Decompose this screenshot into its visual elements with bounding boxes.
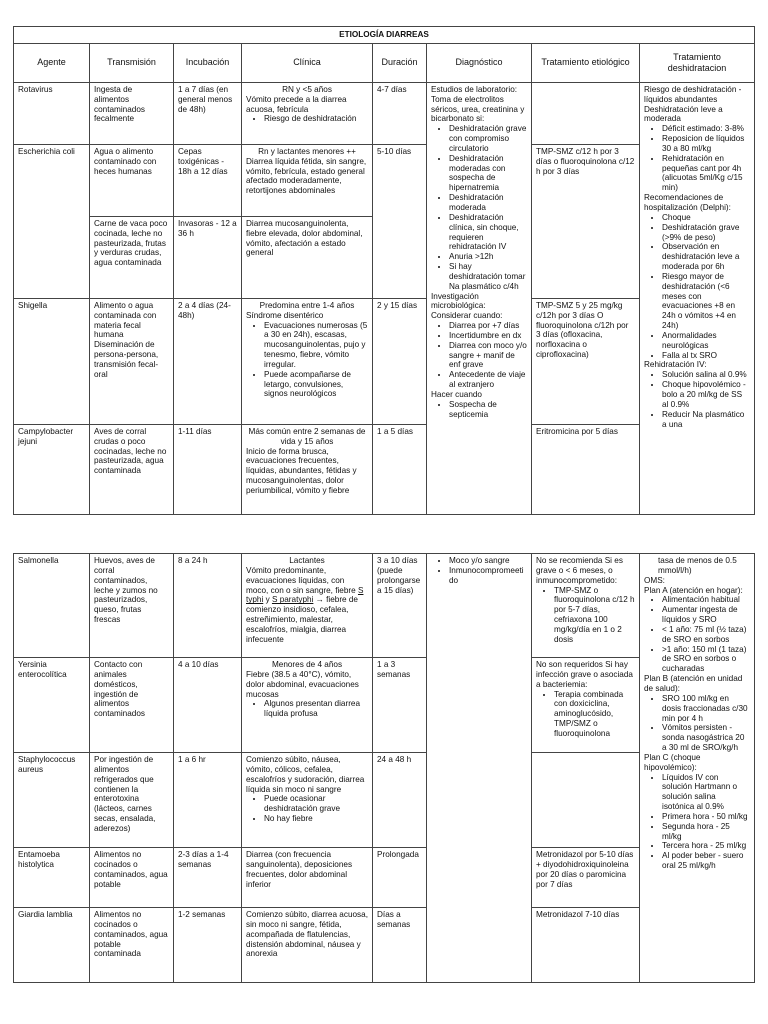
diagnostico-micro: Investigación microbiológica: Considerar cuando: (431, 291, 503, 321)
cell-incubacion: 1-11 días (174, 424, 242, 514)
diagnostico-list (431, 556, 527, 586)
clinica-list (246, 699, 368, 719)
col-header-tratamiento-deshidratacion: Tratamiento deshidratacion (640, 43, 755, 82)
clinica-species: S paratyphi (271, 595, 314, 605)
list-item: • Solución salina al 0.9% (662, 370, 750, 380)
clinica-text: Inicio de forma brusca, evacuaciones frecuentes, líquidas, abundantes, fétidas y mucosanguinolentas, dolor periumbilical, vómito y fiebre (246, 446, 357, 495)
clinica-text: Vómito predominante, evacuaciones líquidas, con moco, con o sin sangre, fiebre (246, 565, 358, 595)
list-item: • Antecedente de viaje al extranjero (449, 370, 527, 390)
cell-agente: Staphylococcus aureus (14, 753, 90, 848)
col-header-clinica: Clínica (242, 43, 373, 82)
deshidratacion-list-c (644, 370, 750, 429)
clinica-text: y (263, 595, 272, 605)
col-header-agente: Agente (14, 43, 90, 82)
list-item: • Puede ocasionar deshidratación grave (264, 794, 368, 814)
cell-incubacion: 1-2 semanas (174, 908, 242, 983)
diagnostico-list-a (431, 124, 527, 291)
cell-clinica (242, 554, 373, 658)
cell-clinica: Comienzo súbito, diarrea acuosa, sin moco ni sangre, fétida, acompañada de flatulencias, distensión abdominal, náusea y anorexia (242, 908, 373, 983)
cell-duracion: 1 a 3 semanas (373, 658, 427, 753)
cell-deshidratacion (640, 554, 755, 983)
cell-agente: Giardia lamblia (14, 908, 90, 983)
list-item: • Diarrea por +7 días (449, 321, 527, 331)
cell-incubacion: Cepas toxigénicas - 18h a 12 días (174, 144, 242, 216)
clinica-heading: Predomina entre 1-4 años (259, 300, 355, 310)
cell-tratamiento: TMP-SMZ c/12 h por 3 días o fluoroquinolona c/12 h por 3 días (532, 144, 640, 298)
col-header-incubacion: Incubación (174, 43, 242, 82)
deshidratacion-list-a (644, 124, 750, 193)
cell-diagnostico (427, 554, 532, 983)
cell-transmision: Por ingestión de alimentos refrigerados que contienen la enterotoxina (lácteos, carnes secas, ensalada, aderezos) (90, 753, 174, 848)
cell-clinica (242, 82, 373, 144)
list-item: • Incertidumbre en dx (449, 331, 527, 341)
cell-transmision: Alimentos no cocinados o contaminados, agua potable (90, 848, 174, 908)
clinica-list (246, 794, 368, 824)
list-item: • Algunos presentan diarrea líquida profusa (264, 699, 368, 719)
list-item: • Alimentación habitual (662, 595, 750, 605)
cell-duracion: 4-7 días (373, 82, 427, 144)
cell-deshidratacion (640, 82, 755, 514)
clinica-text: → fiebre de comienzo insidioso, cefalea, estreñimiento, malestar, escalofríos, mialgia, diarrea infecuente (246, 595, 358, 644)
list-item: • Si hay deshidratación tomar Na plasmático c/4h (449, 262, 527, 292)
cell-tratamiento (532, 82, 640, 144)
list-item: • Puede acompañarse de letargo, convulsiones, signos neurológicos (264, 370, 368, 400)
header-row (14, 43, 755, 82)
table-row (14, 554, 755, 658)
list-item: • Choque hipovolémico - bolo a 20 ml/kg de SS al 0.9% (662, 380, 750, 410)
cell-tratamiento (532, 753, 640, 848)
list-item: • Al poder beber - suero oral 25 ml/kg/h (662, 851, 750, 871)
deshidratacion-plan-c: Plan C (choque hipovolémico): (644, 752, 701, 772)
list-item: • Segunda hora - 25 ml/kg (662, 822, 750, 842)
cell-transmision: Agua o alimento contaminado con heces humanas (90, 144, 174, 216)
cell-duracion: 3 a 10 días (puede prolongarse a 15 días) (373, 554, 427, 658)
list-item: • Inmunocompromeetido (449, 566, 527, 586)
deshidratacion-list-a (644, 595, 750, 674)
cell-diagnostico (427, 82, 532, 514)
cell-transmision: Alimentos no cocinados o contaminados, agua potable contaminada (90, 908, 174, 983)
cell-incubacion: 1 a 7 días (en general menos de 48h) (174, 82, 242, 144)
cell-agente: Entamoeba histolytica (14, 848, 90, 908)
cell-duracion: 24 a 48 h (373, 753, 427, 848)
list-item: • Primera hora - 50 ml/kg (662, 812, 750, 822)
list-item: • Riesgo de deshidratación (264, 114, 368, 124)
clinica-text: Síndrome disentérico (246, 310, 324, 320)
cell-tratamiento (532, 554, 640, 658)
cell-incubacion: 1 a 6 hr (174, 753, 242, 848)
cell-clinica (242, 658, 373, 753)
list-item: • Anormalidades neurológicas (662, 331, 750, 351)
cell-clinica (242, 144, 373, 216)
deshidratacion-oms: OMS: (644, 575, 665, 585)
clinica-heading: RN y <5 años (282, 84, 332, 94)
list-item: • Anuria >12h (449, 252, 527, 262)
list-item: • Falla al tx SRO (662, 351, 750, 361)
cell-tratamiento: TMP-SMZ 5 y 25 mg/kg c/12h por 3 días O fluoroquinolona c/12h por 3 días (ofloxacina, norfloxacina o ciprofloxacina) (532, 298, 640, 424)
cell-transmision: Contacto con animales domésticos, ingestión de alimentos contaminados (90, 658, 174, 753)
clinica-heading: Lactantes (289, 556, 325, 565)
cell-clinica: Diarrea (con frecuencia sanguinolenta), deposiciones frecuentes, dolor abdominal inferior (242, 848, 373, 908)
clinica-text: Vómito precede a la diarrea acuosa, febrícula (246, 94, 347, 114)
clinica-text: Diarrea líquida fétida, sin sangre, vómito, febrícula, estado general afectado moderadamente, retortijones abdominales (246, 156, 367, 196)
list-item: • Deshidratación clínica, sin choque, requieren rehidratación IV (449, 213, 527, 252)
clinica-heading: Menores de 4 años (271, 660, 343, 669)
list-item: • Choque (662, 213, 750, 223)
tratamiento-intro: No se recomienda Si es grave o < 6 meses, o inmunocomprometido: (536, 556, 623, 585)
list-item: • Moco y/o sangre (449, 556, 527, 566)
cell-agente: Shigella (14, 298, 90, 424)
list-item: • Reducir Na plasmático a una (662, 410, 750, 430)
list-item: • Líquidos IV con solución Hartmann o solución salina isotónica al 0.9% (662, 773, 750, 812)
cell-agente: Campylobacter jejuni (14, 424, 90, 514)
table-title: ETIOLOGÍA DIARREAS (14, 27, 755, 44)
cell-agente: Escherichia coli (14, 144, 90, 298)
cell-transmision: Alimento o agua contaminada con materia fecal humana Diseminación de persona-persona, transmisión fecal-oral (90, 298, 174, 424)
cell-agente: Yersinia enterocolítica (14, 658, 90, 753)
table-row (14, 82, 755, 144)
cell-tratamiento: Eritromicina por 5 días (532, 424, 640, 514)
list-item: • < 1 año: 75 ml (½ taza) de SRO en sorbos (662, 625, 750, 645)
etiology-table-top (13, 26, 755, 515)
cell-clinica (242, 298, 373, 424)
deshidratacion-intro: Riesgo de deshidratación - líquidos abundantes Deshidratación leve a moderada (644, 84, 742, 124)
tratamiento-list (536, 690, 635, 739)
list-item: • No hay fiebre (264, 814, 368, 824)
deshidratacion-plan-a: Plan A (atención en hogar): (644, 585, 743, 595)
cell-incubacion: 4 a 10 días (174, 658, 242, 753)
cell-duracion: Prolongada (373, 848, 427, 908)
list-item: • Sospecha de septicemia (449, 400, 527, 420)
list-item: • Evacuaciones numerosas (5 a 30 en 24h), escasas, mucosanguinolentas, pujo y tenesmo, fiebre, vómito irregular. (264, 321, 368, 370)
deshidratacion-intro: tasa de menos de 0.5 mmol/l/h) (658, 556, 737, 575)
cell-incubacion: 2-3 días a 1-4 semanas (174, 848, 242, 908)
cell-agente: Rotavirus (14, 82, 90, 144)
cell-incubacion: 8 a 24 h (174, 554, 242, 658)
cell-tratamiento: Metronidazol 7-10 días (532, 908, 640, 983)
list-item: • Terapia combinada con doxiciclina, aminoglucósido, TMP/SMZ o fluoroquinolona (554, 690, 635, 739)
deshidratacion-list-b (644, 694, 750, 753)
clinica-list (246, 114, 368, 124)
list-item: • Observación en deshidratación leve a moderada por 6h (662, 242, 750, 272)
cell-agente: Salmonella (14, 554, 90, 658)
list-item: • Tercera hora - 25 ml/kg (662, 841, 750, 851)
cell-transmision: Carne de vaca poco cocinada, leche no pasteurizada, frutas y verduras crudas, agua contaminada (90, 216, 174, 298)
cell-transmision: Ingesta de alimentos contaminados fecalmente (90, 82, 174, 144)
clinica-list (246, 321, 368, 400)
diagnostico-list-b (431, 321, 527, 390)
deshidratacion-hosp: Recomendaciones de hospitalización (Delphi): (644, 193, 731, 212)
list-item: • Deshidratación grave (>9% de peso) (662, 223, 750, 243)
deshidratacion-list-c (644, 773, 750, 871)
clinica-heading: Rn y lactantes menores ++ (258, 146, 356, 156)
list-item: • SRO 100 ml/kg en dosis fraccionadas c/30 min por 4 h (662, 694, 750, 724)
cell-tratamiento (532, 658, 640, 753)
cell-incubacion: 2 a 4 días (24-48h) (174, 298, 242, 424)
clinica-text: Fiebre (38.5 a 40°C), vómito, dolor abdominal, evacuaciones mucosas (246, 669, 359, 699)
cell-incubacion: Invasoras - 12 a 36 h (174, 216, 242, 298)
list-item: • Aumentar ingesta de líquidos y SRO (662, 605, 750, 625)
list-item: • Deshidratación moderadas con sospecha de hipernatremia (449, 154, 527, 193)
list-item: • TMP-SMZ o fluoroquinolona c/12 h por 5-7 días, cefriaxona 100 mg/kg/día en 1 o 2 dosis (554, 586, 635, 645)
deshidratacion-plan-b: Plan B (atención en unidad de salud): (644, 674, 743, 693)
clinica-species: S typhi (246, 585, 364, 605)
list-item: • Rehidratación en pequeñas cant por 4h (alicuotas 5ml/Kg c/15 min) (662, 154, 750, 193)
diagnostico-intro: Estudios de laboratorio: Toma de electrolitos séricos, urea, creatinina y bicarbonato si: (431, 84, 525, 124)
cell-tratamiento: Metronidazol por 5-10 días + diyodohidroxiquinoleina por 20 días o paromicina por 7 días (532, 848, 640, 908)
clinica-heading: Más común entre 2 semanas de vida y 15 años (248, 426, 366, 446)
col-header-diagnostico: Diagnóstico (427, 43, 532, 82)
col-header-duracion: Duración (373, 43, 427, 82)
deshidratacion-list-b (644, 213, 750, 361)
diagnostico-hacer: Hacer cuando (431, 390, 482, 399)
cell-duracion: 2 y 15 días (373, 298, 427, 424)
cell-duracion: Días a semanas (373, 908, 427, 983)
cell-duracion: 1 a 5 días (373, 424, 427, 514)
cell-duracion: 5-10 días (373, 144, 427, 298)
list-item: • Déficit estimado: 3-8% (662, 124, 750, 134)
cell-clinica (242, 753, 373, 848)
clinica-text: Comienzo súbito, náusea, vómito, cólicos, cefalea, escalofríos y sudoración, diarrea líquida sin moco ni sangre (246, 755, 365, 794)
col-header-tratamiento-etiologico: Tratamiento etiológico (532, 43, 640, 82)
etiology-table-bottom (13, 553, 755, 983)
list-item: • Deshidratación moderada (449, 193, 527, 213)
cell-clinica (242, 424, 373, 514)
list-item: • >1 año: 150 ml (1 taza) de SRO en sorbos o cucharadas (662, 645, 750, 675)
list-item: • Riesgo mayor de deshidratación (<6 meses con evacuaciones +8 en 24h o vómitos +4 en 24h) (662, 272, 750, 331)
diagnostico-list-c (431, 400, 527, 420)
list-item: • Reposicion de líquidos 30 a 80 ml/kg (662, 134, 750, 154)
list-item: • Vómitos persisten - sonda nasogástrica 20 a 30 ml de SRO/kg/h (662, 723, 750, 753)
list-item: • Deshidratación grave con compromiso circulatorio (449, 124, 527, 154)
deshidratacion-iv: Rehidratación IV: (644, 360, 707, 370)
cell-transmision: Huevos, aves de corral contaminados, leche y zumos no pasteurizados, queso, frutas frescas (90, 554, 174, 658)
cell-transmision: Aves de corral crudas o poco cocinadas, leche no pasteurizada, agua contaminada (90, 424, 174, 514)
tratamiento-list (536, 586, 635, 645)
list-item: • Diarrea con moco y/o sangre + manif de enf grave (449, 341, 527, 371)
col-header-transmision: Transmisión (90, 43, 174, 82)
tratamiento-intro: No son requeridos Si hay infección grave o asociada a bacteriemia: (536, 660, 633, 689)
cell-clinica: Diarrea mucosanguinolenta, fiebre elevada, dolor abdominal, vómito, afectación a estado general (242, 216, 373, 298)
